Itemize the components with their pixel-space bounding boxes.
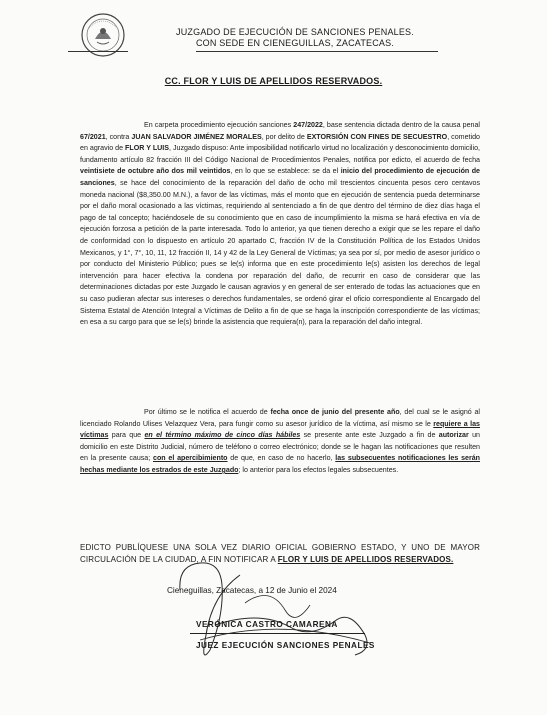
- text: , por delito de: [261, 132, 307, 141]
- court-header: [150, 27, 440, 49]
- paragraph-requirement: [80, 407, 480, 477]
- header-rule-right: [196, 51, 438, 52]
- place-and-date: Cieneguillas, Zacatecas, a 12 de Junio el 2024: [167, 586, 337, 595]
- subsequent-notifications: las subsecuentes notificaciones les serán hechas mediante los estrados de este Juzgado: [80, 454, 480, 474]
- text: un domicilio en este Distrito Judicial, número de teléfono o correo electrónico; donde se le hagan las notificaciones que resulten en la presente causa;: [80, 431, 480, 463]
- text: , del cual se le asignó al licenciado Rolando Ulises Velazquez Vera, para fungir como su asesor jurídico de la víctima, así mismo se le: [80, 408, 481, 428]
- case-number: 247/2022: [293, 121, 323, 129]
- text: EDICTO PUBLÍQUESE UNA SOLA VEZ DIARIO OFICIAL GOBIERNO ESTADO, Y UNO DE MAYOR CIRCULACIÓN DE LA CIUDAD, A FIN NOTIFICAR A: [80, 543, 480, 565]
- text: para que: [108, 431, 145, 440]
- sentenced-name: JUAN SALVADOR JIMÉNEZ MORALES: [131, 132, 262, 141]
- text: se presente ante este Juzgado a fin de: [300, 431, 439, 440]
- court-name: JUZGADO DE EJECUCIÓN DE SANCIONES PENALES.: [176, 27, 414, 37]
- agreement-date: veintisiete de octubre año dos mil veintidos: [80, 167, 231, 176]
- victims: FLOR Y LUIS: [125, 144, 169, 153]
- warning: con el apercibimiento: [153, 454, 228, 463]
- text: En carpeta procedimiento ejecución sanciones: [144, 121, 294, 129]
- court-seat: CON SEDE EN CIENEGUILLAS, ZACATECAS.: [195, 38, 395, 48]
- deadline: en el término máximo de cinco días hábiles: [144, 431, 301, 440]
- text: , Juzgado dispuso: Ante imposibilidad notificarlo virtud no localización y desconocimiento domicilio, fundamento artículo 82 fracción III del Código Nacional de Procedimientos Penales, notifica por edicto, el acuerdo de fecha: [80, 144, 480, 164]
- crime: EXTORSIÓN CON FINES DE SECUESTRO: [306, 132, 448, 141]
- text: , en lo que se establece: se da el: [230, 167, 341, 176]
- handwritten-signature: [160, 555, 400, 670]
- paragraph-notification: [80, 120, 480, 329]
- header-rule-left: [68, 51, 128, 52]
- requirement: requiere a las víctimas: [80, 419, 480, 440]
- cause-number: 67/2021: [80, 132, 106, 141]
- notified-parties: FLOR Y LUIS DE APELLIDOS RESERVADOS.: [277, 555, 454, 565]
- text: de que, en caso de no hacerlo,: [227, 454, 336, 463]
- text: , se hace del conocimiento de la reparación del daño de ocho mil trescientos cincuenta pesos cero centavos moneda nacional ($8,350.00 M.N.), a favor de las víctimas, más el monto que en ejecución de sentencia pueda determinarse por el daño moral ocasionado a las víctimas, requiriendo al sentenciado a fin de que dentro del término de diez días haga el pago de tal concepto; haciéndosele de su conocimiento que en caso de incumplimiento la misma se hará efectiva en vía de ejecución forzosa a petición de la parte interesada. Todo lo anterior, ya que tienen derecho a exigir que se les repare el daño de conformidad con lo dispuesto en artículo 20 apartado C, fracción IV de la Constitución Política de los Estados Unidos Mexicanos, y 1°, 7°, 10, 11, 12 fracción II, 14 y 42 de la Ley General de Víctimas; ya sea por sí, por medio de asesor jurídico o por conducto del Ministerio Público; pues se le(s) informa que en este procedimiento le(s) asisten los derechos de legal intervención para hacer efectiva la condena por reparación del daño, de recurrir en caso de considerar que las determinaciones dictadas por este Juzgado le causan agravios y en general de ser enterado de todas las actuaciones que en su caso pudieran afectar sus intereses o derechos fundamentales, se ordenó girar el oficio correspondiente al Encargado del Sistema Estatal de Atención Integral a Víctimas de Delito a fin de que se haga la inscripción correspondiente de las víctimas; en esa a su cargo para que se le(s) brinde la asistencia que requiera(n), para la reparación del daño integral.: [80, 178, 480, 327]
- signature-line: [190, 633, 365, 634]
- procedure-start: inicio del procedimiento de ejecución de sanciones: [80, 167, 480, 187]
- agreement-date-2: fecha once de junio del presente año: [270, 408, 400, 416]
- addressee: CC. FLOR Y LUIS DE APELLIDOS RESERVADOS.: [164, 76, 383, 86]
- text: ; lo anterior para los efectos legales subsecuentes.: [238, 465, 399, 474]
- text: , cometido en agravio de: [80, 132, 480, 153]
- text: , base sentencia dictada dentro de la causa penal: [322, 121, 480, 129]
- text: , contra: [105, 132, 132, 141]
- signer-title: JUEZ EJECUCIÓN SANCIONES PENALES: [196, 641, 375, 650]
- text: Por último se le notifica el acuerdo de: [144, 408, 271, 416]
- signer-name: VERÓNICA CASTRO CAMARENA: [196, 620, 338, 629]
- authorize: autorizar: [438, 431, 469, 440]
